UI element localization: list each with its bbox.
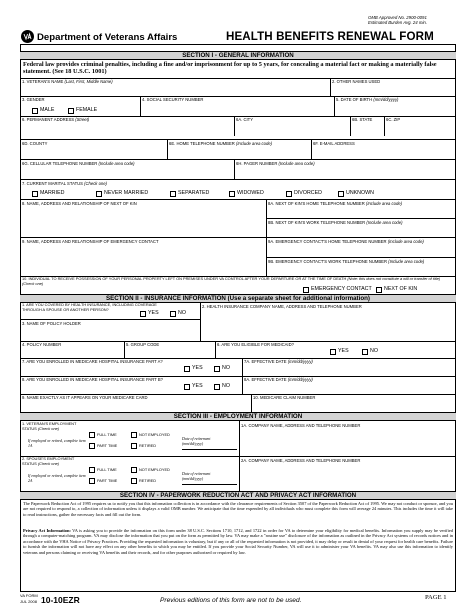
spouse-full-time-label: FULL TIME <box>97 467 117 472</box>
medicare-name-label: 9. NAME EXACTLY AS IT APPEARS ON YOUR MEDICARE CARD <box>22 395 148 400</box>
marital-never-married-label: NEVER MARRIED <box>104 190 149 196</box>
marital-separated-checkbox[interactable] <box>170 191 176 197</box>
marital-never-married-checkbox[interactable] <box>96 191 102 197</box>
emergency-contact-label: 9. NAME, ADDRESS AND RELATIONSHIP OF EMERGENCY CONTACT <box>22 239 159 244</box>
marital-married-checkbox[interactable] <box>32 191 38 197</box>
property-recipient-label: 10. INDIVIDUAL TO RECEIVE POSSESSION OF YOUR PERSONAL PROPERTY LEFT ON PREMISES UNDER VA CONTROL AFTER YOUR DEPARTURE OR AT THE TIME OF DEATH (Note: this does not constitute a will or transfer of title) (Check one) <box>22 276 441 286</box>
next-of-kin-checkbox[interactable] <box>376 287 382 293</box>
medicaid-no-label: NO <box>370 348 378 354</box>
insurance-yes-label: YES <box>148 310 159 316</box>
omb-number: OMB Approved No. 2900-0091 <box>368 15 427 20</box>
burden-estimate: Estimated Burden Avg. 24 min. <box>368 20 427 25</box>
medicare-b-yes-label: YES <box>192 383 203 389</box>
zip-input[interactable] <box>386 123 454 135</box>
male-checkbox[interactable] <box>32 108 38 114</box>
spouse-not-employed-checkbox[interactable] <box>131 467 137 473</box>
female-checkbox[interactable] <box>68 108 74 114</box>
marital-widowed-label: WIDOWED <box>237 190 264 196</box>
insurance-yes-checkbox[interactable] <box>140 311 146 317</box>
dob-input[interactable] <box>336 103 454 115</box>
spouse-retirement-date-label: Date of retirement (mm/dd/yyyy) <box>182 472 211 481</box>
insurance-no-checkbox[interactable] <box>170 311 176 317</box>
city-label: 6A. CITY <box>236 117 253 122</box>
medicare-b-yes-checkbox[interactable] <box>184 384 190 390</box>
medicare-b-no-label: NO <box>222 383 230 389</box>
spouse-full-time-checkbox[interactable] <box>89 467 95 473</box>
spouse-not-employed-label: NOT EMPLOYED <box>139 467 170 472</box>
ec-home-phone-label: 9A. EMERGENCY CONTACT'S HOME TELEPHONE NUMBER (Include area code) <box>268 239 424 244</box>
vet-part-time-checkbox[interactable] <box>89 443 95 449</box>
address-label: 6. PERMANENT ADDRESS (Street) <box>22 117 90 122</box>
medicare-claim-label: 10. MEDICARE CLAIM NUMBER <box>253 395 316 400</box>
gender-label: 3. GENDER <box>22 97 45 102</box>
policy-number-label: 4. POLICY NUMBER <box>22 342 62 347</box>
medicaid-label: 6. ARE YOU ELIGIBLE FOR MEDICAID? <box>217 342 294 347</box>
insurance-company-label: 2. HEALTH INSURANCE COMPANY NAME, ADDRESS AND TELEPHONE NUMBER <box>202 304 362 309</box>
address-input[interactable] <box>22 123 232 135</box>
next-of-kin-label: 8. NAME, ADDRESS AND RELATIONSHIP OF NEXT OF KIN <box>22 201 137 206</box>
policy-holder-label: 3. NAME OF POLICY HOLDER <box>22 321 81 326</box>
va-logo <box>21 30 34 43</box>
home-phone-label: 6E. HOME TELEPHONE NUMBER (Include area code) <box>169 141 273 146</box>
medicaid-yes-label: YES <box>338 348 349 354</box>
spouse-company-label: 2A. COMPANY NAME, ADDRESS AND TELEPHONE NUMBER <box>241 458 361 463</box>
female-label: FEMALE <box>76 107 98 113</box>
county-label: 6D. COUNTY <box>22 141 48 146</box>
medicare-a-yes-label: YES <box>192 365 203 371</box>
ec-work-phone-label: 9B. EMERGENCY CONTACT'S WORK TELEPHONE NUMBER (Include area code) <box>268 259 425 264</box>
section-2-header: SECTION II - INSURANCE INFORMATION (Use a separate sheet for additional information) <box>20 294 456 303</box>
emergency-contact-option: EMERGENCY CONTACT <box>311 286 372 292</box>
marital-unknown-checkbox[interactable] <box>338 191 344 197</box>
medicare-a-yes-checkbox[interactable] <box>184 366 190 372</box>
marital-widowed-checkbox[interactable] <box>229 191 235 197</box>
medicaid-no-checkbox[interactable] <box>362 349 368 355</box>
vet-retirement-date-label: Date of retirement (mm/dd/yyyy) <box>182 437 211 446</box>
state-input[interactable] <box>352 123 382 135</box>
email-label: 6F. E-MAIL ADDRESS <box>313 141 355 146</box>
va-form-label: VA FORM <box>20 593 38 598</box>
section-3-header: SECTION III - EMPLOYMENT INFORMATION <box>20 412 456 421</box>
veteran-employment-label: 1. VETERAN'S EMPLOYMENT STATUS (Check one) <box>22 421 77 431</box>
cell-phone-label: 6G. CELLULAR TELEPHONE NUMBER (Include area code) <box>22 161 135 166</box>
paperwork-reduction-text: The Paperwork Reduction Act of 1995 requires us to notify you that this information collection is in accordance with the clearance requirements of Section 3507 of the Paperwork Reduction Act of 1995. We may not conduct or sponsor, and you are not required to respond to, a collection of information unless it displays a valid OMB number. We anticipate that the time expended by all individuals who must complete this form will average 24 minutes. This includes the time it will take to read instructions, gather the necessary facts and fill out the form. <box>23 501 453 517</box>
vet-full-time-checkbox[interactable] <box>89 432 95 438</box>
veteran-employment-note: If employed or retired, complete item 1A <box>28 439 86 448</box>
medicare-b-no-checkbox[interactable] <box>214 384 220 390</box>
state-label: 6B. STATE <box>352 117 373 122</box>
section-1-header: SECTION I - GENERAL INFORMATION <box>20 51 456 60</box>
vet-retired-checkbox[interactable] <box>131 443 137 449</box>
page-number: PAGE 1 <box>425 594 447 601</box>
medicare-b-date-label: 8A. EFFECTIVE DATE (mm/dd/yyyy) <box>244 377 313 382</box>
city-input[interactable] <box>236 123 348 135</box>
nok-work-phone-label: 8B. NEXT OF KIN'S WORK TELEPHONE NUMBER (Include area code) <box>268 220 403 225</box>
covered-insurance-label: 1. ARE YOU COVERED BY HEALTH INSURANCE, INCLUDING COVERAGE THROUGH A SPOUSE OR ANOTHER PERSON? <box>22 302 157 312</box>
other-names-input[interactable] <box>332 85 454 95</box>
ssn-input[interactable] <box>142 103 332 115</box>
medicare-a-date-label: 7A. EFFECTIVE DATE (mm/dd/yyyy) <box>244 359 313 364</box>
marital-divorced-checkbox[interactable] <box>286 191 292 197</box>
va-seal-icon <box>21 30 34 43</box>
pager-label: 6H. PAGER NUMBER (Include area code) <box>236 161 315 166</box>
form-date: JUL 2008 <box>20 599 37 604</box>
veteran-name-label: 1. VETERAN'S NAME (Last, First, Middle Name) <box>22 79 113 84</box>
medicare-a-no-checkbox[interactable] <box>214 366 220 372</box>
vet-not-employed-label: NOT EMPLOYED <box>139 432 170 437</box>
insurance-no-label: NO <box>178 310 186 316</box>
marital-status-label: 7. CURRENT MARITAL STATUS (Check one) <box>22 181 107 186</box>
section-4-header: SECTION IV - PAPERWORK REDUCTION ACT AND PRIVACY ACT INFORMATION <box>20 491 456 500</box>
previous-editions-note: Previous editions of this form are not to be used. <box>160 597 302 604</box>
next-of-kin-option: NEXT OF KIN <box>384 286 418 292</box>
vet-not-employed-checkbox[interactable] <box>131 432 137 438</box>
spouse-employment-label: 2. SPOUSE'S EMPLOYMENT STATUS (Check one) <box>22 456 75 466</box>
marital-separated-label: SEPARATED <box>178 190 210 196</box>
medicare-b-label: 8. ARE YOU ENROLLED IN MEDICARE HOSPITAL INSURANCE PART B? <box>22 377 163 382</box>
marital-unknown-label: UNKNOWN <box>346 190 374 196</box>
ssn-label: 4. SOCIAL SECURITY NUMBER <box>142 97 204 102</box>
nok-home-phone-label: 8A. NEXT OF KIN'S HOME TELEPHONE NUMBER (Include area code) <box>268 201 403 206</box>
emergency-contact-checkbox[interactable] <box>303 287 309 293</box>
zip-label: 6C. ZIP <box>386 117 401 122</box>
dob-label: 5. DATE OF BIRTH (mm/dd/yyyy) <box>336 97 399 102</box>
criminal-penalty-warning: Federal law provides criminal penalties, including a fine and/or imprisonment for up to 5 years, for concealing a material fact or making a materially false statement. (See 18 U.S.C. 1001) <box>23 61 437 75</box>
spouse-part-time-checkbox[interactable] <box>89 478 95 484</box>
spouse-part-time-label: PART TIME <box>97 478 118 483</box>
agency-name: Department of Veterans Affairs <box>37 32 178 43</box>
medicare-a-label: 7. ARE YOU ENROLLED IN MEDICARE HOSPITAL INSURANCE PART A? <box>22 359 163 364</box>
other-names-label: 2. OTHER NAMES USED <box>332 79 381 84</box>
medicare-a-no-label: NO <box>222 365 230 371</box>
group-code-label: 5. GROUP CODE <box>126 342 160 347</box>
spouse-retired-checkbox[interactable] <box>131 478 137 484</box>
marital-married-label: MARRIED <box>40 190 65 196</box>
vet-part-time-label: PART TIME <box>97 443 118 448</box>
form-number: 10-10EZR <box>41 595 80 605</box>
male-label: MALE <box>40 107 55 113</box>
form-title: HEALTH BENEFITS RENEWAL FORM <box>226 30 434 43</box>
spouse-retired-label: RETIRED <box>139 478 157 483</box>
privacy-act-text: Privacy Act Information: VA is asking you to provide the information on this form under 38 U.S.C. Sections 1710, 1712, and 1722 in order for VA to determine your eligibility for medical benefits. Information you supply may be verified through a computer-matching program. VA may disclose the information that you put on the form as permitted by law. VA may make a "routine use" disclosure of the information as outlined in the Privacy Act systems of records notices and in accordance with the VHA Notice of Privacy Practices. Providing the requested information is voluntary, but if any or all of the requested information is not provided, it may delay or result in denial of your request for health care benefits. Failure to furnish the information will not have any effect on any other benefits to which you may be entitled. If you provide your Social Security Number, VA will use it to administer your VA benefits. VA may also use this information to identify veterans and persons claiming or receiving VA benefits and their records, and for other purposes authorized or required by law. <box>23 528 453 555</box>
veteran-name-input[interactable] <box>22 85 328 95</box>
medicaid-yes-checkbox[interactable] <box>330 349 336 355</box>
marital-divorced-label: DIVORCED <box>294 190 322 196</box>
vet-company-label: 1A. COMPANY NAME, ADDRESS AND TELEPHONE NUMBER <box>241 423 361 428</box>
vet-full-time-label: FULL TIME <box>97 432 117 437</box>
vet-retired-label: RETIRED <box>139 443 157 448</box>
spouse-employment-note: If employed or retired, complete item 2A <box>28 474 86 483</box>
